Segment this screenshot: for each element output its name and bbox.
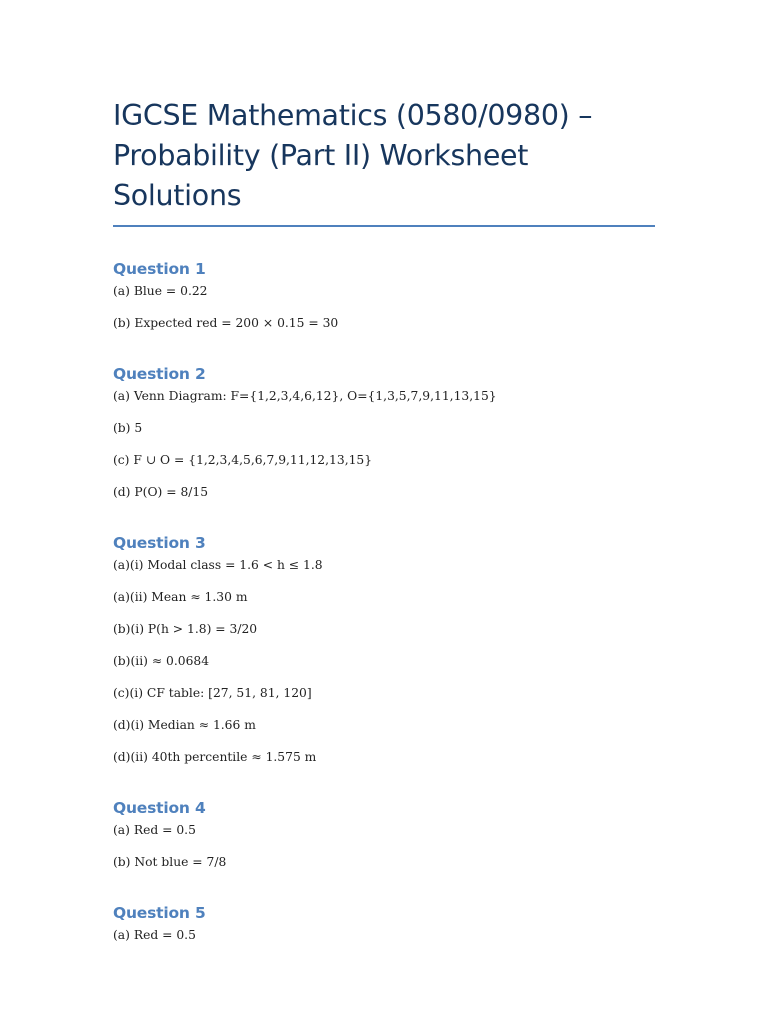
title-underline — [113, 225, 655, 227]
question-1-answer-a: (a) Blue = 0.22 — [113, 284, 208, 298]
question-3-answer-d-i: (d)(i) Median ≈ 1.66 m — [113, 718, 256, 732]
question-3-section — [113, 532, 655, 766]
question-3-answer-b-i: (b)(i) P(h > 1.8) = 3/20 — [113, 622, 258, 636]
question-4-section — [113, 797, 655, 871]
question-5-answer-a: (a) Red = 0.5 — [113, 928, 196, 942]
question-3-answer-b-ii: (b)(ii) ≈ 0.0684 — [113, 654, 210, 668]
document-title-line-1: IGCSE Mathematics (0580/0980) – — [113, 99, 593, 132]
question-3-answer-a-ii: (a)(ii) Mean ≈ 1.30 m — [113, 590, 248, 604]
question-2-heading: Question 2 — [113, 365, 206, 383]
question-3-answer-d-ii: (d)(ii) 40th percentile ≈ 1.575 m — [113, 750, 317, 764]
document-page — [113, 96, 655, 944]
question-1-section — [113, 258, 655, 332]
question-5-heading: Question 5 — [113, 904, 206, 922]
question-3-heading: Question 3 — [113, 534, 206, 552]
document-title-line-2: Probability (Part II) Worksheet Solutions — [113, 139, 529, 212]
question-3-answer-a-i: (a)(i) Modal class = 1.6 < h ≤ 1.8 — [113, 558, 323, 572]
question-2-answer-b: (b) 5 — [113, 421, 143, 435]
question-1-answer-b: (b) Expected red = 200 × 0.15 = 30 — [113, 316, 339, 330]
question-4-heading: Question 4 — [113, 799, 206, 817]
question-4-answer-b: (b) Not blue = 7/8 — [113, 855, 227, 869]
document-title — [113, 96, 655, 216]
question-3-answer-c-i: (c)(i) CF table: [27, 51, 81, 120] — [113, 686, 312, 700]
question-2-answer-a: (a) Venn Diagram: F={1,2,3,4,6,12}, O={1,3,5,7,9,11,13,15} — [113, 389, 497, 403]
question-4-answer-a: (a) Red = 0.5 — [113, 823, 196, 837]
question-2-answer-d: (d) P(O) = 8/15 — [113, 485, 209, 499]
question-2-answer-c: (c) F ∪ O = {1,2,3,4,5,6,7,9,11,12,13,15} — [113, 453, 373, 467]
question-5-section — [113, 902, 655, 944]
question-1-heading: Question 1 — [113, 260, 206, 278]
question-2-section — [113, 363, 655, 501]
